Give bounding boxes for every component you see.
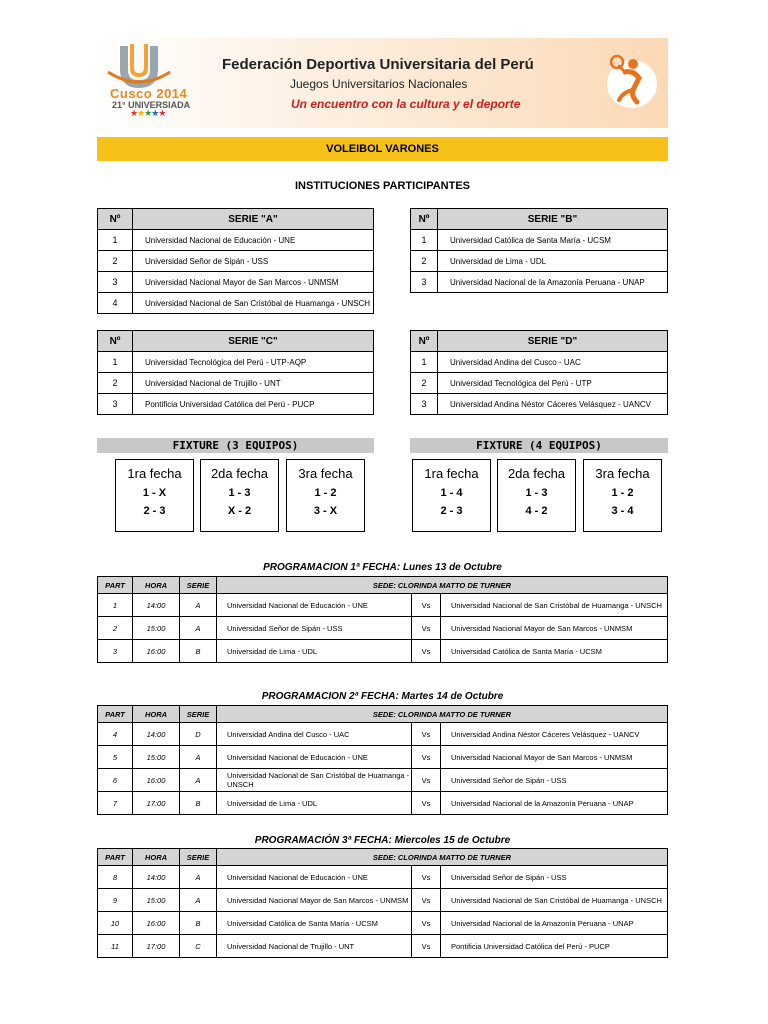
- vs-cell: Vs: [412, 617, 441, 640]
- table-row: [98, 272, 374, 293]
- table-row: [98, 394, 374, 415]
- part-cell: 11: [98, 935, 133, 958]
- serie-cell: B: [180, 640, 217, 663]
- away-team: Universidad Andina Néstor Cáceres Velásquez - UANCV: [441, 723, 668, 746]
- fixture-match: 3 - X: [313, 505, 338, 517]
- away-team: Universidad Nacional de la Amazonía Peruana - UNAP: [441, 912, 668, 935]
- vs-cell: Vs: [412, 889, 441, 912]
- serie-cell: A: [180, 746, 217, 769]
- volleyball-player-icon: [603, 44, 661, 112]
- row-number: 3: [411, 394, 438, 415]
- serie-c-title: SERIE "C": [133, 331, 374, 352]
- part-header: PART: [98, 706, 133, 723]
- serie-cell: D: [180, 723, 217, 746]
- hora-header: HORA: [133, 706, 180, 723]
- fixture-match: 4 - 2: [525, 505, 548, 517]
- federation-slogan: Un encuentro con la cultura y el deporte: [291, 97, 521, 111]
- hora-header: HORA: [133, 577, 180, 594]
- part-cell: 3: [98, 640, 133, 663]
- table-row: [411, 230, 668, 251]
- logo-line2: 21° UNIVERSIADA: [112, 100, 191, 110]
- part-cell: 6: [98, 769, 133, 792]
- table-row: [98, 594, 668, 617]
- part-cell: 10: [98, 912, 133, 935]
- row-number: 2: [411, 373, 438, 394]
- fixture-match: 1 - 2: [611, 487, 634, 499]
- serie-b-table: [410, 208, 668, 293]
- serie-b-title: SERIE "B": [438, 209, 668, 230]
- home-team: Universidad Nacional de Educación - UNE: [217, 866, 412, 889]
- num-header: Nº: [98, 209, 133, 230]
- hora-cell: 14:00: [133, 723, 180, 746]
- institution-name: Pontificia Universidad Católica del Perú - PUCP: [133, 394, 374, 415]
- hora-cell: 17:00: [133, 935, 180, 958]
- home-team: Universidad Nacional de Trujillo - UNT: [217, 935, 412, 958]
- row-number: 3: [98, 272, 133, 293]
- fixture-match: 1 - 3: [228, 487, 251, 499]
- serie-c-table: [97, 330, 374, 415]
- sede-header: SEDE: CLORINDA MATTO DE TURNER: [217, 849, 668, 866]
- hora-cell: 16:00: [133, 640, 180, 663]
- institution-name: Universidad Nacional Mayor de San Marcos - UNMSM: [133, 272, 374, 293]
- part-cell: 4: [98, 723, 133, 746]
- hora-cell: 14:00: [133, 866, 180, 889]
- day-1-table: [97, 576, 668, 663]
- serie-d-table: [410, 330, 668, 415]
- row-number: 3: [411, 272, 438, 293]
- serie-cell: B: [180, 912, 217, 935]
- away-team: Universidad Señor de Sipán - USS: [441, 769, 668, 792]
- fixture-4-date-3: [583, 459, 662, 532]
- fixture-date-label: 2da fecha: [210, 466, 269, 481]
- fixture-3-date-3: [286, 459, 365, 532]
- table-row: [98, 723, 668, 746]
- institution-name: Universidad Nacional de la Amazonía Peruana - UNAP: [438, 272, 668, 293]
- institution-name: Universidad Andina del Cusco - UAC: [438, 352, 668, 373]
- home-team: Universidad Nacional de San Cristóbal de Huamanga - UNSCH: [217, 769, 412, 792]
- hora-cell: 16:00: [133, 912, 180, 935]
- hora-cell: 15:00: [133, 746, 180, 769]
- home-team: Universidad Nacional de Educación - UNE: [217, 594, 412, 617]
- serie-cell: C: [180, 935, 217, 958]
- day-3-title: PROGRAMACIÓN 3ª FECHA: Miercoles 15 de Octubre: [254, 835, 511, 846]
- away-team: Universidad Nacional de San Cristóbal de Huamanga - UNSCH: [441, 889, 668, 912]
- fixture-match: 3 - 4: [611, 505, 634, 517]
- vs-cell: Vs: [412, 723, 441, 746]
- away-team: Universidad Nacional de la Amazonía Peruana - UNAP: [441, 792, 668, 815]
- stars-icon: ★★★★★: [130, 108, 166, 118]
- fixture-date-label: 2da fecha: [507, 466, 566, 481]
- serie-header: SERIE: [180, 577, 217, 594]
- table-row: [411, 373, 668, 394]
- fixture-match: 1 - 2: [314, 487, 337, 499]
- table-row: [98, 352, 374, 373]
- part-header: PART: [98, 849, 133, 866]
- hora-cell: 15:00: [133, 889, 180, 912]
- home-team: Universidad de Lima - UDL: [217, 792, 412, 815]
- num-header: Nº: [98, 331, 133, 352]
- federation-title: Federación Deportiva Universitaria del Perú: [222, 56, 534, 73]
- serie-d-title: SERIE "D": [438, 331, 668, 352]
- hora-cell: 17:00: [133, 792, 180, 815]
- num-header: Nº: [411, 331, 438, 352]
- row-number: 2: [411, 251, 438, 272]
- vs-cell: Vs: [412, 792, 441, 815]
- fixture-match: 2 - 3: [143, 505, 166, 517]
- serie-header: SERIE: [180, 706, 217, 723]
- table-row: [411, 251, 668, 272]
- table-row: [98, 912, 668, 935]
- row-number: 2: [98, 373, 133, 394]
- vs-cell: Vs: [412, 640, 441, 663]
- fixture-date-label: 1ra fecha: [127, 466, 182, 481]
- day-1-title: PROGRAMACION 1ª FECHA: Lunes 13 de Octubre: [263, 562, 502, 573]
- fixture-4-date-2: [497, 459, 576, 532]
- universiada-logo-icon: [104, 42, 174, 88]
- table-row: [98, 293, 374, 314]
- institution-name: Universidad Tecnológica del Perú - UTP: [438, 373, 668, 394]
- vs-cell: Vs: [412, 746, 441, 769]
- row-number: 1: [98, 230, 133, 251]
- row-number: 1: [98, 352, 133, 373]
- serie-cell: A: [180, 617, 217, 640]
- sede-header: SEDE: CLORINDA MATTO DE TURNER: [217, 706, 668, 723]
- serie-cell: A: [180, 889, 217, 912]
- hora-cell: 15:00: [133, 617, 180, 640]
- fixture-3-title: FIXTURE (3 EQUIPOS): [97, 438, 374, 453]
- federation-subtitle: Juegos Universitarios Nacionales: [290, 77, 468, 91]
- institution-name: Universidad Nacional de San Cristóbal de Huamanga - UNSCH: [133, 293, 374, 314]
- fixture-date-label: 1ra fecha: [424, 466, 479, 481]
- serie-cell: B: [180, 792, 217, 815]
- away-team: Universidad Católica de Santa María - UCSM: [441, 640, 668, 663]
- away-team: Universidad Señor de Sipán - USS: [441, 866, 668, 889]
- fixture-match: 1 - 4: [440, 487, 463, 499]
- institution-name: Universidad Católica de Santa María - UCSM: [438, 230, 668, 251]
- table-row: [98, 792, 668, 815]
- hora-cell: 14:00: [133, 594, 180, 617]
- serie-a-table: [97, 208, 374, 314]
- home-team: Universidad Señor de Sipán - USS: [217, 617, 412, 640]
- day-2-table: [97, 705, 668, 815]
- table-row: [98, 866, 668, 889]
- hora-cell: 16:00: [133, 769, 180, 792]
- home-team: Universidad de Lima - UDL: [217, 640, 412, 663]
- home-team: Universidad Nacional de Educación - UNE: [217, 746, 412, 769]
- fixture-match: 2 - 3: [440, 505, 463, 517]
- fixture-4-title: FIXTURE (4 EQUIPOS): [410, 438, 668, 453]
- home-team: Universidad Nacional Mayor de San Marcos - UNMSM: [217, 889, 412, 912]
- day-2-title: PROGRAMACION 2ª FECHA: Martes 14 de Octubre: [261, 691, 504, 702]
- table-row: [98, 889, 668, 912]
- logo-line1: Cusco 2014: [110, 86, 188, 101]
- row-number: 1: [411, 230, 438, 251]
- table-row: [98, 769, 668, 792]
- part-cell: 7: [98, 792, 133, 815]
- sport-banner: VOLEIBOL VARONES: [97, 137, 668, 161]
- serie-cell: A: [180, 866, 217, 889]
- fixture-date-label: 3ra fecha: [595, 466, 650, 481]
- institution-name: Universidad Nacional de Educación - UNE: [133, 230, 374, 251]
- table-row: [98, 251, 374, 272]
- table-row: [98, 746, 668, 769]
- fixture-match: X - 2: [227, 505, 252, 517]
- row-number: 3: [98, 394, 133, 415]
- vs-cell: Vs: [412, 935, 441, 958]
- vs-cell: Vs: [412, 912, 441, 935]
- serie-a-title: SERIE "A": [133, 209, 374, 230]
- table-row: [411, 352, 668, 373]
- institution-name: Universidad Tecnológica del Perú - UTP-AQP: [133, 352, 374, 373]
- part-cell: 8: [98, 866, 133, 889]
- hora-header: HORA: [133, 849, 180, 866]
- table-row: [98, 617, 668, 640]
- fixture-3-date-2: [200, 459, 279, 532]
- fixture-match: 1 - 3: [525, 487, 548, 499]
- table-row: [98, 230, 374, 251]
- away-team: Universidad Nacional Mayor de San Marcos - UNMSM: [441, 746, 668, 769]
- institution-name: Universidad de Lima - UDL: [438, 251, 668, 272]
- institution-name: Universidad Andina Néstor Cáceres Velásquez - UANCV: [438, 394, 668, 415]
- home-team: Universidad Católica de Santa María - UCSM: [217, 912, 412, 935]
- away-team: Universidad Nacional Mayor de San Marcos - UNMSM: [441, 617, 668, 640]
- fixture-date-label: 3ra fecha: [298, 466, 353, 481]
- part-cell: 5: [98, 746, 133, 769]
- institutions-title: INSTITUCIONES PARTICIPANTES: [295, 180, 470, 192]
- row-number: 1: [411, 352, 438, 373]
- home-team: Universidad Andina del Cusco - UAC: [217, 723, 412, 746]
- fixture-4-date-1: [412, 459, 491, 532]
- row-number: 4: [98, 293, 133, 314]
- fixture-match: 1 - X: [142, 487, 167, 499]
- institution-name: Universidad Señor de Sipán - USS: [133, 251, 374, 272]
- fixture-3-date-1: [115, 459, 194, 532]
- vs-cell: Vs: [412, 866, 441, 889]
- serie-cell: A: [180, 594, 217, 617]
- table-row: [411, 272, 668, 293]
- part-cell: 9: [98, 889, 133, 912]
- sede-header: SEDE: CLORINDA MATTO DE TURNER: [217, 577, 668, 594]
- row-number: 2: [98, 251, 133, 272]
- serie-header: SERIE: [180, 849, 217, 866]
- part-cell: 1: [98, 594, 133, 617]
- table-row: [98, 935, 668, 958]
- day-3-table: [97, 848, 668, 958]
- table-row: [98, 373, 374, 394]
- serie-cell: A: [180, 769, 217, 792]
- part-header: PART: [98, 577, 133, 594]
- institution-name: Universidad Nacional de Trujillo - UNT: [133, 373, 374, 394]
- num-header: Nº: [411, 209, 438, 230]
- part-cell: 2: [98, 617, 133, 640]
- table-row: [98, 640, 668, 663]
- away-team: Universidad Nacional de San Cristóbal de Huamanga - UNSCH: [441, 594, 668, 617]
- away-team: Pontificia Universidad Católica del Perú - PUCP: [441, 935, 668, 958]
- table-row: [411, 394, 668, 415]
- vs-cell: Vs: [412, 769, 441, 792]
- vs-cell: Vs: [412, 594, 441, 617]
